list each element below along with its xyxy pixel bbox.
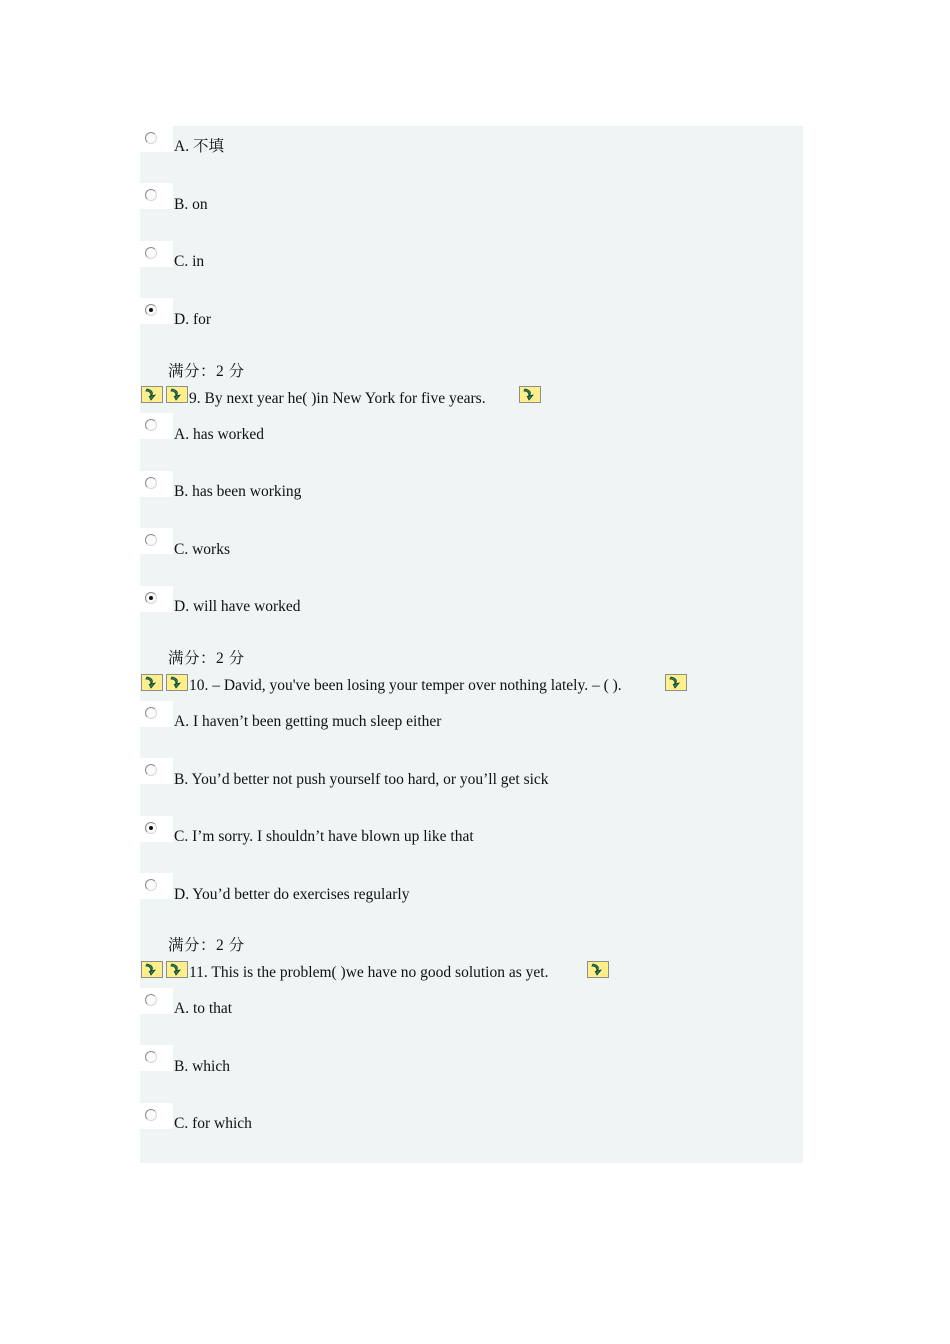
yellow-arrow-icon[interactable]: [519, 386, 541, 403]
q9-option-c[interactable]: [140, 528, 173, 554]
q11-option-a[interactable]: [140, 988, 173, 1014]
radio-button[interactable]: [145, 1109, 157, 1121]
q10-option-d[interactable]: [140, 873, 173, 899]
radio-button[interactable]: [145, 189, 157, 201]
q10-option-a-label: A. I haven’t been getting much sleep either: [174, 713, 442, 730]
radio-button[interactable]: [145, 419, 157, 431]
q8-score: 满分：2 分: [168, 363, 245, 380]
q8-option-a[interactable]: [140, 126, 173, 152]
q9-option-d[interactable]: [140, 586, 173, 612]
q9-option-c-label: C. works: [174, 541, 230, 558]
q8-option-c-label: C. in: [174, 253, 205, 270]
q10-option-a[interactable]: [140, 701, 173, 727]
radio-button[interactable]: [145, 764, 157, 776]
radio-button[interactable]: [145, 822, 157, 834]
q10-option-b-label: B. You’d better not push yourself too hard, or you’ll get sick: [174, 771, 549, 788]
q9-option-d-label: D. will have worked: [174, 598, 301, 615]
yellow-arrow-icon[interactable]: [665, 674, 687, 691]
radio-button[interactable]: [145, 534, 157, 546]
yellow-arrow-icon[interactable]: [587, 961, 609, 978]
q9-option-b[interactable]: [140, 471, 173, 497]
yellow-arrow-icon[interactable]: [141, 386, 163, 403]
yellow-arrow-icon[interactable]: [141, 961, 163, 978]
q9-score: 满分：2 分: [168, 650, 245, 667]
yellow-arrow-icon[interactable]: [166, 674, 188, 691]
radio-button[interactable]: [145, 707, 157, 719]
q9-option-a[interactable]: [140, 413, 173, 439]
q10-score: 满分：2 分: [168, 937, 245, 954]
q9-question-text: 9. By next year he( )in New York for five years.: [189, 390, 486, 407]
radio-button[interactable]: [145, 1051, 157, 1063]
q10-option-c[interactable]: [140, 816, 173, 842]
q8-option-b[interactable]: [140, 183, 173, 209]
q11-option-b-label: B. which: [174, 1058, 230, 1075]
radio-button[interactable]: [145, 247, 157, 259]
yellow-arrow-icon[interactable]: [166, 961, 188, 978]
q8-option-a-label: A. 不填: [174, 138, 224, 155]
q11-question-text: 11. This is the problem( )we have no good solution as yet.: [189, 964, 549, 981]
radio-button[interactable]: [145, 879, 157, 891]
q10-option-d-label: D. You’d better do exercises regularly: [174, 886, 410, 903]
yellow-arrow-icon[interactable]: [141, 674, 163, 691]
q8-option-c[interactable]: [140, 241, 173, 267]
radio-button[interactable]: [145, 477, 157, 489]
q10-option-c-label: C. I’m sorry. I shouldn’t have blown up like that: [174, 828, 474, 845]
q8-option-d-label: D. for: [174, 311, 212, 328]
q9-option-a-label: A. has worked: [174, 426, 264, 443]
radio-button[interactable]: [145, 994, 157, 1006]
q8-option-d[interactable]: [140, 298, 173, 324]
yellow-arrow-icon[interactable]: [166, 386, 188, 403]
q11-option-c[interactable]: [140, 1103, 173, 1129]
q10-option-b[interactable]: [140, 758, 173, 784]
q11-option-b[interactable]: [140, 1045, 173, 1071]
q8-option-b-label: B. on: [174, 196, 208, 213]
quiz-panel: [140, 126, 803, 1163]
q10-question-text: 10. – David, you've been losing your temper over nothing lately. – ( ).: [189, 677, 622, 694]
radio-button[interactable]: [145, 592, 157, 604]
q11-option-c-label: C. for which: [174, 1115, 252, 1132]
radio-button[interactable]: [145, 132, 157, 144]
q9-option-b-label: B. has been working: [174, 483, 302, 500]
radio-button[interactable]: [145, 304, 157, 316]
q11-option-a-label: A. to that: [174, 1000, 233, 1017]
